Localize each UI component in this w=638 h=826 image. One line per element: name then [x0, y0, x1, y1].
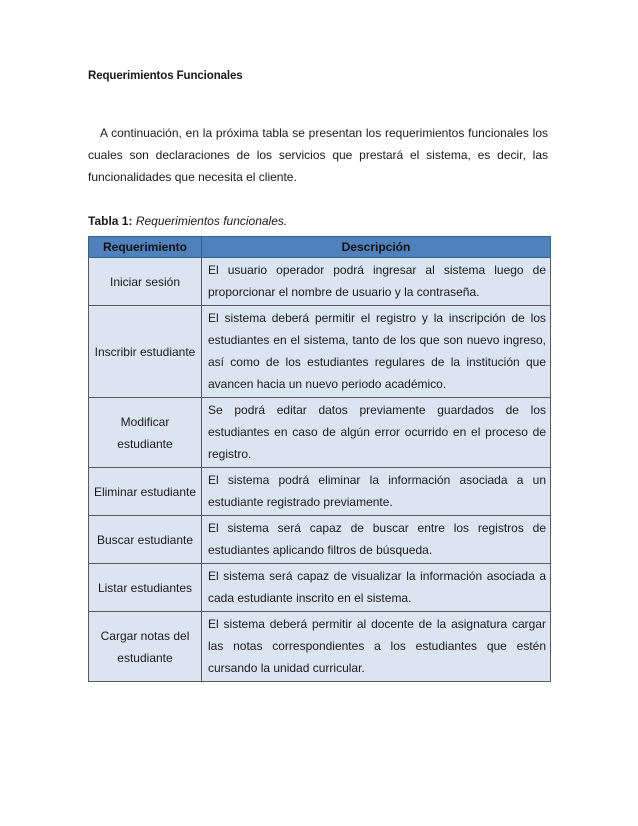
table-row: [89, 306, 551, 398]
requirement-name: Inscribir estudiante: [89, 306, 202, 398]
requirement-description: El sistema deberá permitir el registro y la inscripción de los estudiantes en el sistema, tanto de los que son nuevo ingreso, así como de los estudiantes regulares de la institución que avancen hacia un nuevo periodo académico.: [202, 306, 551, 398]
requirement-name: Listar estudiantes: [89, 564, 202, 612]
requirement-name: Modificar estudiante: [89, 398, 202, 468]
intro-paragraph: [88, 122, 548, 188]
table-header-row: [89, 237, 551, 258]
requirement-description: El usuario operador podrá ingresar al sistema luego de proporcionar el nombre de usuario y la contraseña.: [202, 258, 551, 306]
requirement-name: Cargar notas del estudiante: [89, 612, 202, 682]
requirement-description: El sistema será capaz de buscar entre los registros de estudiantes aplicando filtros de búsqueda.: [202, 516, 551, 564]
table-row: [89, 398, 551, 468]
section-title: Requerimientos Funcionales: [88, 70, 243, 82]
table-row: [89, 612, 551, 682]
requirement-description: El sistema podrá eliminar la información asociada a un estudiante registrado previamente.: [202, 468, 551, 516]
header-requirement: Requerimiento: [89, 237, 202, 258]
requirement-name: Buscar estudiante: [89, 516, 202, 564]
requirement-description: Se podrá editar datos previamente guardados de los estudiantes en caso de algún error ocurrido en el proceso de registro.: [202, 398, 551, 468]
requirement-description: El sistema deberá permitir al docente de la asignatura cargar las notas correspondientes a los estudiantes que estén cursando la unidad curricular.: [202, 612, 551, 682]
header-description: Descripción: [202, 237, 551, 258]
caption-text: Requerimientos funcionales.: [135, 214, 288, 228]
caption-label: Tabla 1:: [88, 214, 133, 228]
table-row: [89, 468, 551, 516]
table-row: [89, 564, 551, 612]
table-caption: [88, 214, 287, 228]
intro-text: A continuación, en la próxima tabla se presentan los requerimientos funcionales los cuales son declaraciones de los servicios que prestará el sistema, es decir, las funcionalidades que necesita el cliente.: [88, 126, 548, 184]
requirement-description: El sistema será capaz de visualizar la información asociada a cada estudiante inscrito en el sistema.: [202, 564, 551, 612]
table-row: [89, 516, 551, 564]
requirement-name: Eliminar estudiante: [89, 468, 202, 516]
table-row: [89, 258, 551, 306]
requirements-table: [88, 236, 551, 682]
requirement-name: Iniciar sesión: [89, 258, 202, 306]
